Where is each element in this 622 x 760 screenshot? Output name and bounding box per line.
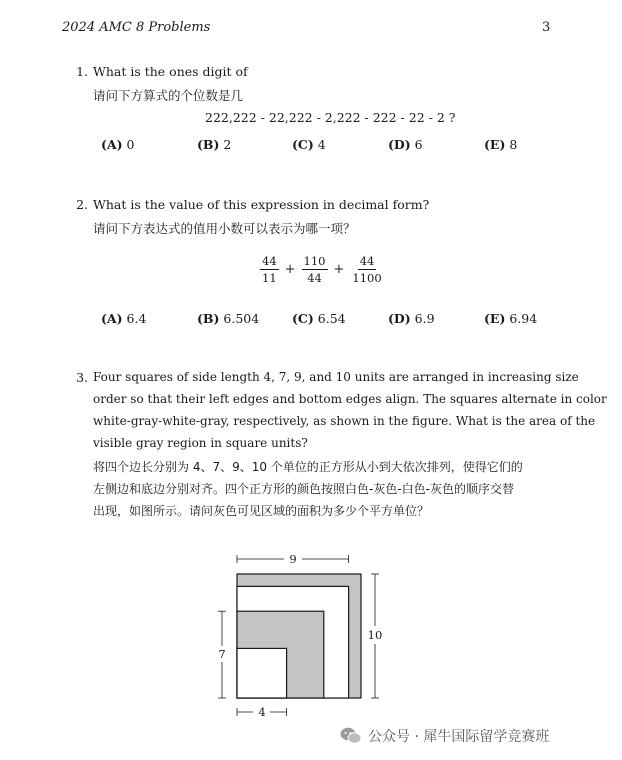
- q3-text-line-2: order so that their left edges and bottom edges align. The squares alternate in color: [93, 392, 607, 406]
- q3-text-line-4: visible gray region in square units?: [93, 436, 308, 450]
- q2-expression: $\frac{44}{11}$ + $\frac{110}{44}$ + $\frac{44}{1100}$: [262, 254, 382, 285]
- q2-number: 2.: [76, 197, 88, 212]
- q1-choice-b: (B) 2: [197, 137, 232, 152]
- squares-figure: [205, 540, 405, 730]
- q1-text: What is the ones digit of: [93, 64, 248, 79]
- q1-expression: 222,222 - 22,222 - 2,222 - 222 - 22 - 2 ?: [205, 110, 456, 125]
- q1-choice-c: (C) 4: [292, 137, 326, 152]
- fraction-1: $\frac{44}{11}$: [262, 254, 277, 285]
- q3-chinese-line-1: 将四个边长分别为 4、7、9、10 个单位的正方形从小到大依次排列，使得它们的: [93, 460, 523, 474]
- dimension-label-top: 9: [289, 552, 297, 566]
- q2-chinese-text: 请问下方表达式的值用小数可以表示为哪一项？: [93, 221, 356, 236]
- q1-choice-d: (D) 6: [388, 137, 423, 152]
- dimension-label-left: 7: [218, 647, 226, 661]
- q2-choice-a: (A) 6.4: [101, 311, 147, 326]
- q2-choice-c: (C) 6.54: [292, 311, 346, 326]
- running-header-title: 2024 AMC 8 Problems: [62, 20, 211, 35]
- dimension-label-bottom: 4: [258, 705, 266, 719]
- q2-choice-d: (D) 6.9: [388, 311, 435, 326]
- watermark-text: 公众号 · 犀牛国际留学竞赛班: [368, 729, 550, 745]
- q1-choice-a: (A) 0: [101, 137, 135, 152]
- q1-chinese-text: 请问下方算式的个位数是几: [93, 88, 244, 103]
- fraction-2: $\frac{110}{44}$: [303, 254, 326, 285]
- q1-choice-e: (E) 8: [484, 137, 518, 152]
- wechat-icon: [340, 727, 362, 745]
- q3-text-line-1: Four squares of side length 4, 7, 9, and 10 units are arranged in increasing size: [93, 370, 579, 384]
- watermark: [340, 726, 549, 746]
- q3-number: 3.: [76, 370, 88, 385]
- q3-chinese-line-2: 左侧边和底边分别对齐。四个正方形的颜色按照白色-灰色-白色-灰色的顺序交替: [93, 482, 514, 496]
- q3-chinese-line-3: 出现，如图所示。请问灰色可见区域的面积为多少个平方单位？: [93, 504, 430, 518]
- q2-choice-b: (B) 6.504: [197, 311, 260, 326]
- fraction-3: $\frac{44}{1100}$: [352, 254, 382, 285]
- q2-choice-e: (E) 6.94: [484, 311, 538, 326]
- dimension-label-right: 10: [367, 628, 383, 642]
- q2-text: What is the value of this expression in decimal form?: [93, 197, 430, 212]
- square-4-white: [237, 648, 287, 698]
- q3-text-line-3: white-gray-white-gray, respectively, as shown in the figure. What is the area of the: [93, 414, 596, 428]
- page-number: 3: [542, 20, 551, 35]
- q1-number: 1.: [76, 64, 88, 79]
